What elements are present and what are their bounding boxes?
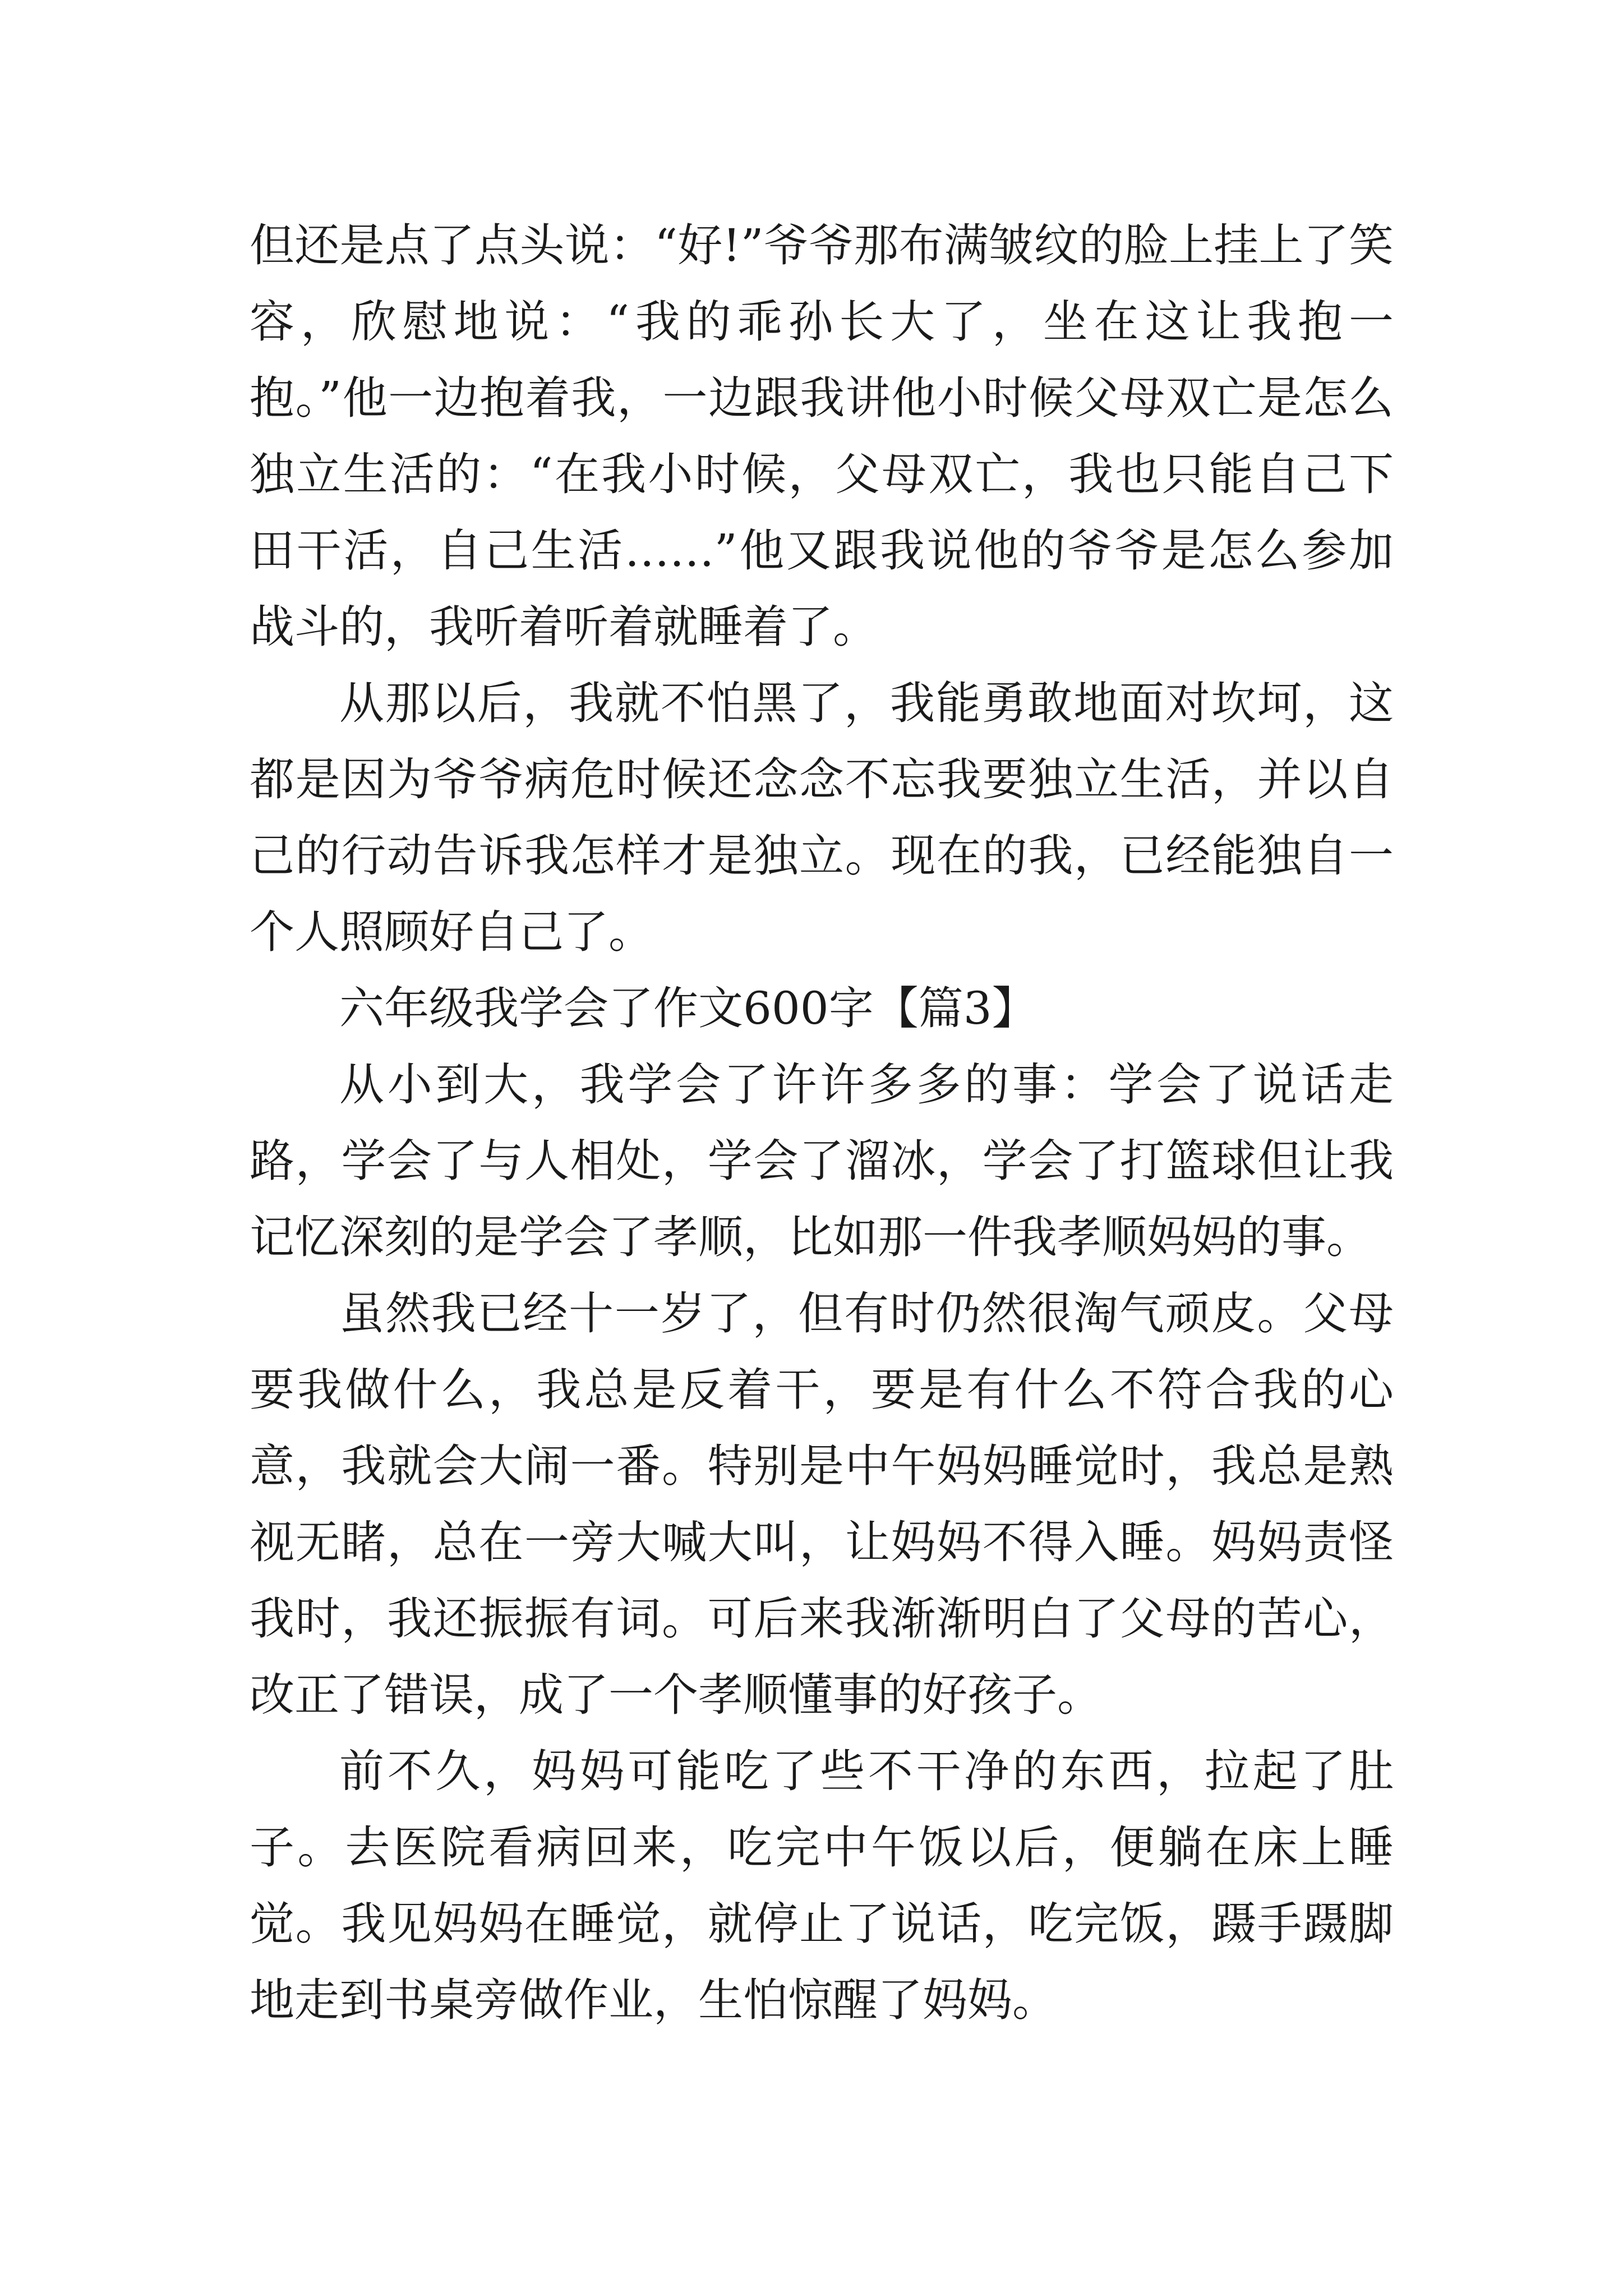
document-body — [250, 208, 1394, 2039]
paragraph-continuation: 但还是点了点头说：“好!”爷爷那布满皱纹的脸上挂上了笑容，欣慰地说：“我的乖孙长大了，坐在这让我抱一抱。”他一边抱着我，一边跟我讲他小时候父母双亡是怎么独立生活的：“在我小时候，父母双亡，我也只能自己下田干活，自己生活……”他又跟我说他的爷爷是怎么参加战斗的，我听着听着就睡着了。 — [250, 219, 1394, 653]
section-heading: 六年级我学会了作文600字【篇3】 — [339, 982, 1037, 1034]
paragraph-naughty-child: 虽然我已经十一岁了，但有时仍然很淘气顽皮。父母要我做什么，我总是反着干，要是有什么不符合我的心意，我就会大闹一番。特别是中午妈妈睡觉时，我总是熟视无睹，总在一旁大喊大叫，让妈妈不得入睡。妈妈责怪我时，我还振振有词。可后来我渐渐明白了父母的苦心，改正了错误，成了一个孝顺懂事的好孩子。 — [250, 1287, 1394, 1721]
paragraph-mother-sick: 前不久，妈妈可能吃了些不干净的东西，拉起了肚子。去医院看病回来，吃完中午饭以后，便躺在床上睡觉。我见妈妈在睡觉，就停止了说话，吃完饭，蹑手蹑脚地走到书桌旁做作业，生怕惊醒了妈妈。 — [250, 1745, 1394, 2026]
paragraph-after-that: 从那以后，我就不怕黑了，我能勇敢地面对坎坷，这都是因为爷爷病危时候还念念不忘我要独立生活，并以自己的行动告诉我怎样才是独立。现在的我，已经能独自一个人照顾好自己了。 — [250, 677, 1394, 958]
paragraph-learned-many-things: 从小到大，我学会了许许多多的事：学会了说话走路，学会了与人相处，学会了溜冰，学会了打篮球但让我记忆深刻的是学会了孝顺，比如那一件我孝顺妈妈的事。 — [250, 1059, 1394, 1263]
